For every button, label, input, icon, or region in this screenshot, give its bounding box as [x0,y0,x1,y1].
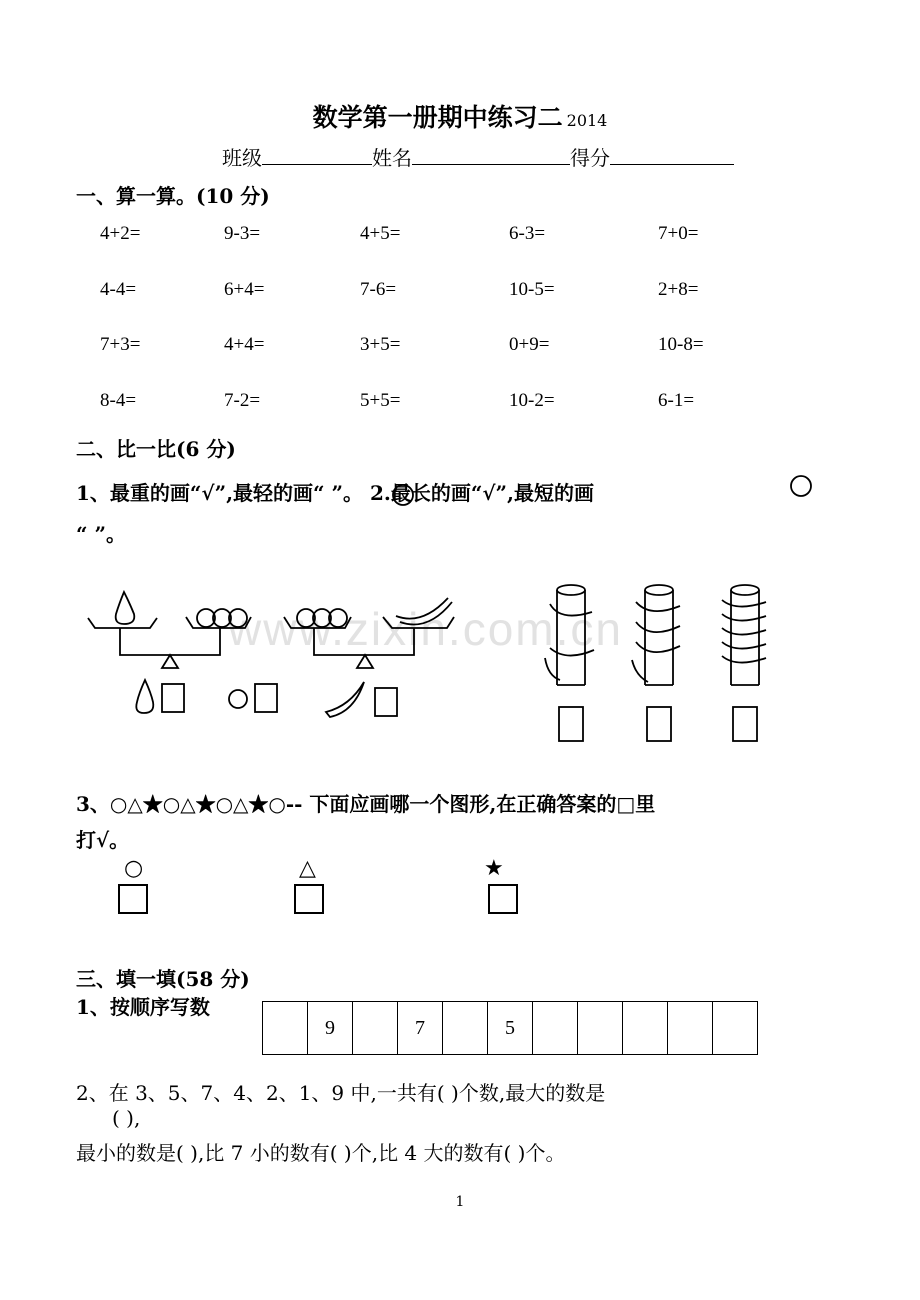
apples-icon [197,609,247,627]
section3-heading: 三、填一填(58 分) [76,967,250,991]
equation: 5+5= [360,390,401,411]
equation: 6-1= [658,390,695,411]
name-label: 姓名 [372,146,412,170]
equation: 6-3= [509,223,546,244]
sequence-cell[interactable]: 5 [488,1002,533,1055]
sequence-cell[interactable]: 9 [308,1002,353,1055]
section2-q3-line1: 3、○△★○△★○△★○-- 下面应画哪一个图形,在正确答案的□里 [76,792,656,816]
option-circle: ○ [124,856,144,881]
banana-icon [326,682,364,717]
title-year: 2014 [566,111,608,130]
answer-box [559,707,583,741]
sequence-cell[interactable] [443,1002,488,1055]
cylinder-with-rope-icon [722,585,766,685]
balance-scale-icon [284,617,454,668]
sequence-cell[interactable] [713,1002,758,1055]
score-label: 得分 [570,146,610,170]
apple-icon [229,690,247,708]
answer-box [375,688,397,716]
equation: 4-4= [100,279,137,300]
equation: 9-3= [224,223,261,244]
option-triangle: △ [299,856,316,881]
option-checkbox[interactable] [294,884,324,914]
section3-q2-line3: 最小的数是( ),比 7 小的数有( )个,比 4 大的数有( )个。 [76,1141,566,1165]
sequence-cell[interactable] [623,1002,668,1055]
option-checkbox[interactable] [118,884,148,914]
equation: 10-5= [509,279,555,300]
equation: 10-8= [658,334,704,355]
answer-box [647,707,671,741]
section2-q1-line2: “ ”。 [76,522,126,546]
section2-heading: 二、比一比(6 分) [76,437,236,461]
section3-q2-line1: 2、在 3、5、7、4、2、1、9 中,一共有( )个数,最大的数是 [76,1081,606,1105]
sequence-cell[interactable] [668,1002,713,1055]
pear-icon [136,680,153,713]
equation: 7-2= [224,390,261,411]
class-label: 班级 [222,146,262,170]
circle-mark-icon [393,485,413,505]
equation: 6+4= [224,279,265,300]
equation: 0+9= [509,334,550,355]
sequence-cell[interactable] [353,1002,398,1055]
option-checkbox[interactable] [488,884,518,914]
cylinder-with-rope-icon [545,585,594,685]
answer-box [162,684,184,712]
sequence-table [262,1001,758,1055]
equation: 3+5= [360,334,401,355]
answer-box [255,684,277,712]
equation: 7-6= [360,279,397,300]
section3-q1-label: 1、按顺序写数 [76,995,210,1019]
title-text: 数学第一册期中练习二 [312,103,563,132]
balance-scale-icon [88,617,251,668]
bananas-icon [396,598,452,625]
equation: 4+4= [224,334,265,355]
circle-mark-icon [791,476,811,496]
sequence-cell[interactable] [263,1002,308,1055]
equation: 7+3= [100,334,141,355]
section2-q1-line1: 1、最重的画“√”,最轻的画“ ”。 2.最长的画“√”,最短的画 [76,481,594,505]
answer-box [733,707,757,741]
watermark: www.zixin.com.cn [228,603,623,655]
sequence-cell[interactable] [578,1002,623,1055]
equation: 4+2= [100,223,141,244]
option-star: ★ [484,856,504,881]
section2-q3-line2: 打√。 [76,828,130,852]
section1-heading: 一、算一算。(10 分) [76,184,270,208]
pear-icon [116,592,135,624]
equation: 4+5= [360,223,401,244]
equation: 7+0= [658,223,699,244]
apples-icon [297,609,347,627]
equation: 2+8= [658,279,699,300]
cylinder-with-rope-icon [632,585,680,685]
sequence-cell[interactable]: 7 [398,1002,443,1055]
section3-q2-line2: ( ), [112,1106,141,1130]
equation: 8-4= [100,390,137,411]
page-number: 1 [455,1194,465,1210]
sequence-cell[interactable] [533,1002,578,1055]
equation: 10-2= [509,390,555,411]
